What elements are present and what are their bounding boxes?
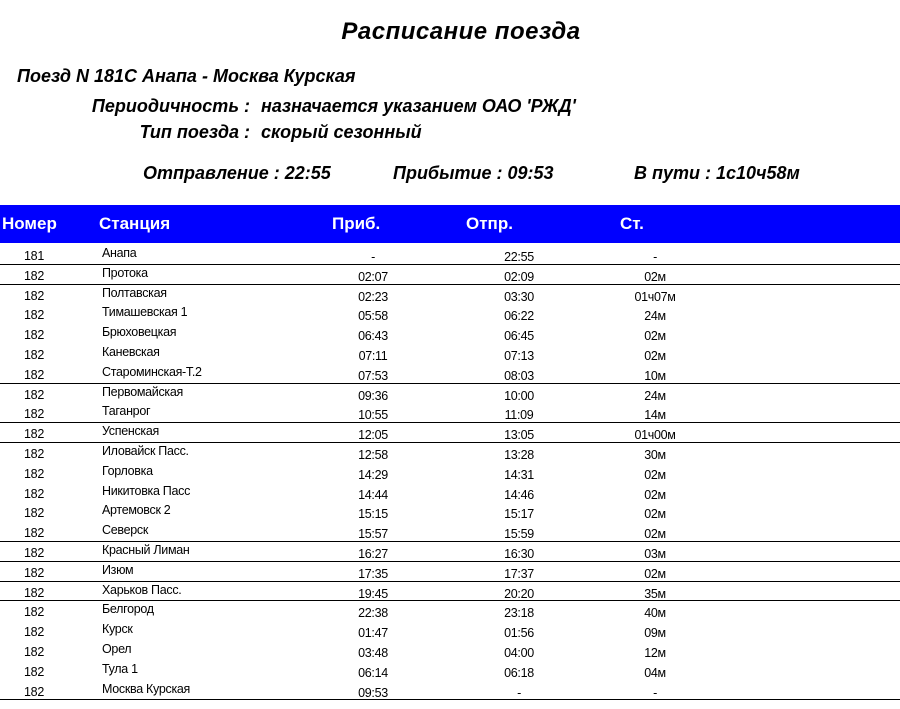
train-number-cell: 182 <box>24 565 44 580</box>
train-number-cell: 182 <box>24 367 44 382</box>
table-row <box>0 285 900 305</box>
duration-summary: В пути : 1с10ч58м <box>634 163 800 183</box>
arrival-time-cell: 02:07 <box>358 269 388 284</box>
train-number-cell: 182 <box>24 407 44 422</box>
table-row <box>0 483 900 503</box>
table-row <box>0 522 900 542</box>
station-cell: Артемовск 2 <box>102 503 171 518</box>
table-row <box>0 502 900 522</box>
train-number-cell: 182 <box>24 347 44 362</box>
table-row <box>0 463 900 483</box>
stop-duration-cell: 02м <box>644 269 666 284</box>
arrival-time-cell: 19:45 <box>358 586 388 601</box>
stop-duration-cell: 14м <box>644 408 666 423</box>
departure-time-cell: 16:30 <box>504 546 534 561</box>
arrival-time-cell: 07:11 <box>358 348 388 363</box>
stop-duration-cell: 03м <box>644 546 666 561</box>
page-title: Расписание поезда <box>341 18 581 45</box>
arrival-time-cell: 10:55 <box>358 408 388 423</box>
train-number-cell: 182 <box>24 644 44 659</box>
train-number-cell: 181 <box>24 249 44 263</box>
stop-duration-cell: 40м <box>644 606 666 621</box>
train-number-cell: 182 <box>24 288 44 303</box>
departure-time-cell: 14:31 <box>504 467 534 482</box>
station-cell: Полтавская <box>102 285 167 300</box>
station-cell: Орел <box>102 641 132 656</box>
departure-time-cell: 13:05 <box>504 428 534 443</box>
station-cell: Горловка <box>102 463 153 478</box>
departure-time-cell: 15:59 <box>504 527 534 542</box>
table-row <box>0 681 900 701</box>
departure-time-cell: 07:13 <box>504 348 534 363</box>
table-row <box>0 403 900 423</box>
arrival-time-cell: 12:58 <box>358 447 388 462</box>
station-cell: Первомайская <box>102 384 183 399</box>
stop-duration-cell: 09м <box>644 626 666 641</box>
train-type-value: скорый сезонный <box>261 122 422 142</box>
train-number-cell: 182 <box>24 545 44 560</box>
stop-duration-cell: 02м <box>644 329 666 344</box>
table-row <box>0 364 900 384</box>
station-cell: Староминская-Т.2 <box>102 364 202 379</box>
departure-time-cell: 06:45 <box>504 329 534 344</box>
schedule-table <box>0 245 900 700</box>
arrival-time-cell: 03:48 <box>358 645 388 660</box>
stop-duration-cell: 10м <box>644 368 666 383</box>
train-number-cell: 182 <box>24 427 44 442</box>
arrival-time-cell: 14:44 <box>358 487 388 502</box>
table-row <box>0 542 900 562</box>
station-cell: Харьков Пасс. <box>102 582 182 597</box>
train-number-cell: 182 <box>24 446 44 461</box>
table-row <box>0 443 900 463</box>
station-cell: Тула 1 <box>102 661 138 676</box>
arrival-time-cell: 17:35 <box>358 566 388 581</box>
stop-duration-cell: 02м <box>644 527 666 542</box>
stop-duration-cell: 24м <box>644 388 666 403</box>
table-row <box>0 324 900 344</box>
table-row <box>0 562 900 582</box>
arrival-time-cell: 09:36 <box>358 388 388 403</box>
arrival-time-cell: 15:15 <box>358 507 388 522</box>
table-row <box>0 582 900 602</box>
stop-duration-cell: 12м <box>644 645 666 660</box>
column-header-arrival: Приб. <box>332 214 381 233</box>
stop-duration-cell: 02м <box>644 507 666 522</box>
stop-duration-cell: 02м <box>644 566 666 581</box>
departure-time-cell: 15:17 <box>504 507 534 522</box>
arrival-time-cell: - <box>371 250 375 264</box>
departure-time-cell: 23:18 <box>504 606 534 621</box>
table-row <box>0 344 900 364</box>
station-cell: Белгород <box>102 602 154 617</box>
departure-time-cell: 08:03 <box>504 368 534 383</box>
departure-time-cell: 04:00 <box>504 645 534 660</box>
table-header <box>0 205 900 243</box>
table-row <box>0 304 900 324</box>
arrival-time-cell: 12:05 <box>358 428 388 443</box>
arrival-time-cell: 06:43 <box>358 329 388 344</box>
arrival-time-cell: 02:23 <box>358 289 388 304</box>
station-cell: Изюм <box>102 562 134 577</box>
departure-time-cell: 06:18 <box>504 665 534 680</box>
table-row <box>0 661 900 681</box>
train-number-cell: 182 <box>24 684 44 699</box>
table-row <box>0 265 900 285</box>
station-cell: Каневская <box>102 344 160 359</box>
departure-time-cell: 22:55 <box>504 250 534 264</box>
train-number-cell: 182 <box>24 625 44 640</box>
train-number-cell: 182 <box>24 486 44 501</box>
departure-summary: Отправление : 22:55 <box>143 163 331 183</box>
station-cell: Никитовка Пасс <box>102 483 191 498</box>
stop-duration-cell: 02м <box>644 348 666 363</box>
stop-duration-cell: - <box>653 685 657 700</box>
train-type-label: Тип поезда : <box>139 122 250 142</box>
table-row <box>0 601 900 621</box>
departure-time-cell: 17:37 <box>504 566 534 581</box>
table-row <box>0 641 900 661</box>
arrival-time-cell: 01:47 <box>358 626 388 641</box>
arrival-time-cell: 07:53 <box>358 368 388 383</box>
departure-time-cell: 20:20 <box>504 586 534 601</box>
station-cell: Протока <box>102 265 148 280</box>
departure-time-cell: 14:46 <box>504 487 534 502</box>
station-cell: Иловайск Пасс. <box>102 443 189 458</box>
column-header-stop: Ст. <box>620 214 644 233</box>
table-row <box>0 423 900 443</box>
stop-duration-cell: 35м <box>644 586 666 601</box>
train-name: Поезд N 181С Анапа - Москва Курская <box>17 66 356 86</box>
arrival-time-cell: 16:27 <box>358 546 388 561</box>
arrival-time-cell: 14:29 <box>358 467 388 482</box>
train-number-cell: 182 <box>24 526 44 541</box>
departure-time-cell: - <box>517 685 521 700</box>
station-cell: Курск <box>102 622 133 637</box>
station-cell: Брюховецкая <box>102 325 177 340</box>
arrival-time-cell: 05:58 <box>358 309 388 324</box>
arrival-time-cell: 15:57 <box>358 527 388 542</box>
stop-duration-cell: 04м <box>644 665 666 680</box>
station-cell: Красный Лиман <box>102 542 190 557</box>
station-cell: Северск <box>102 523 149 538</box>
periodicity-label: Периодичность : <box>91 96 250 116</box>
station-cell: Анапа <box>102 246 137 260</box>
departure-time-cell: 02:09 <box>504 269 534 284</box>
stop-duration-cell: 24м <box>644 309 666 324</box>
stop-duration-cell: 01ч00м <box>634 428 676 443</box>
departure-time-cell: 03:30 <box>504 289 534 304</box>
train-number-cell: 182 <box>24 664 44 679</box>
departure-time-cell: 10:00 <box>504 388 534 403</box>
station-cell: Тимашевская 1 <box>102 305 188 320</box>
periodicity-value: назначается указанием ОАО 'РЖД' <box>261 96 576 116</box>
train-number-cell: 182 <box>24 308 44 323</box>
train-number-cell: 182 <box>24 506 44 521</box>
stop-duration-cell: - <box>653 250 657 264</box>
table-row <box>0 384 900 404</box>
train-number-cell: 182 <box>24 328 44 343</box>
station-cell: Успенская <box>102 424 159 439</box>
table-row <box>0 245 900 265</box>
stop-duration-cell: 02м <box>644 487 666 502</box>
station-cell: Москва Курская <box>102 681 191 696</box>
departure-time-cell: 06:22 <box>504 309 534 324</box>
stop-duration-cell: 01ч07м <box>634 289 676 304</box>
table-row <box>0 621 900 641</box>
stop-duration-cell: 30м <box>644 447 666 462</box>
departure-time-cell: 11:09 <box>504 408 534 423</box>
stop-duration-cell: 02м <box>644 467 666 482</box>
train-number-cell: 182 <box>24 387 44 402</box>
column-header-number: Номер <box>2 214 57 233</box>
arrival-time-cell: 09:53 <box>358 685 388 700</box>
column-header-departure: Отпр. <box>466 214 513 233</box>
arrival-time-cell: 06:14 <box>358 665 388 680</box>
arrival-summary: Прибытие : 09:53 <box>393 163 554 183</box>
departure-time-cell: 13:28 <box>504 447 534 462</box>
train-number-cell: 182 <box>24 268 44 283</box>
station-cell: Таганрог <box>102 404 151 419</box>
train-number-cell: 182 <box>24 585 44 600</box>
arrival-time-cell: 22:38 <box>358 606 388 621</box>
departure-time-cell: 01:56 <box>504 626 534 641</box>
train-number-cell: 182 <box>24 605 44 620</box>
train-number-cell: 182 <box>24 466 44 481</box>
column-header-station: Станция <box>99 214 171 233</box>
